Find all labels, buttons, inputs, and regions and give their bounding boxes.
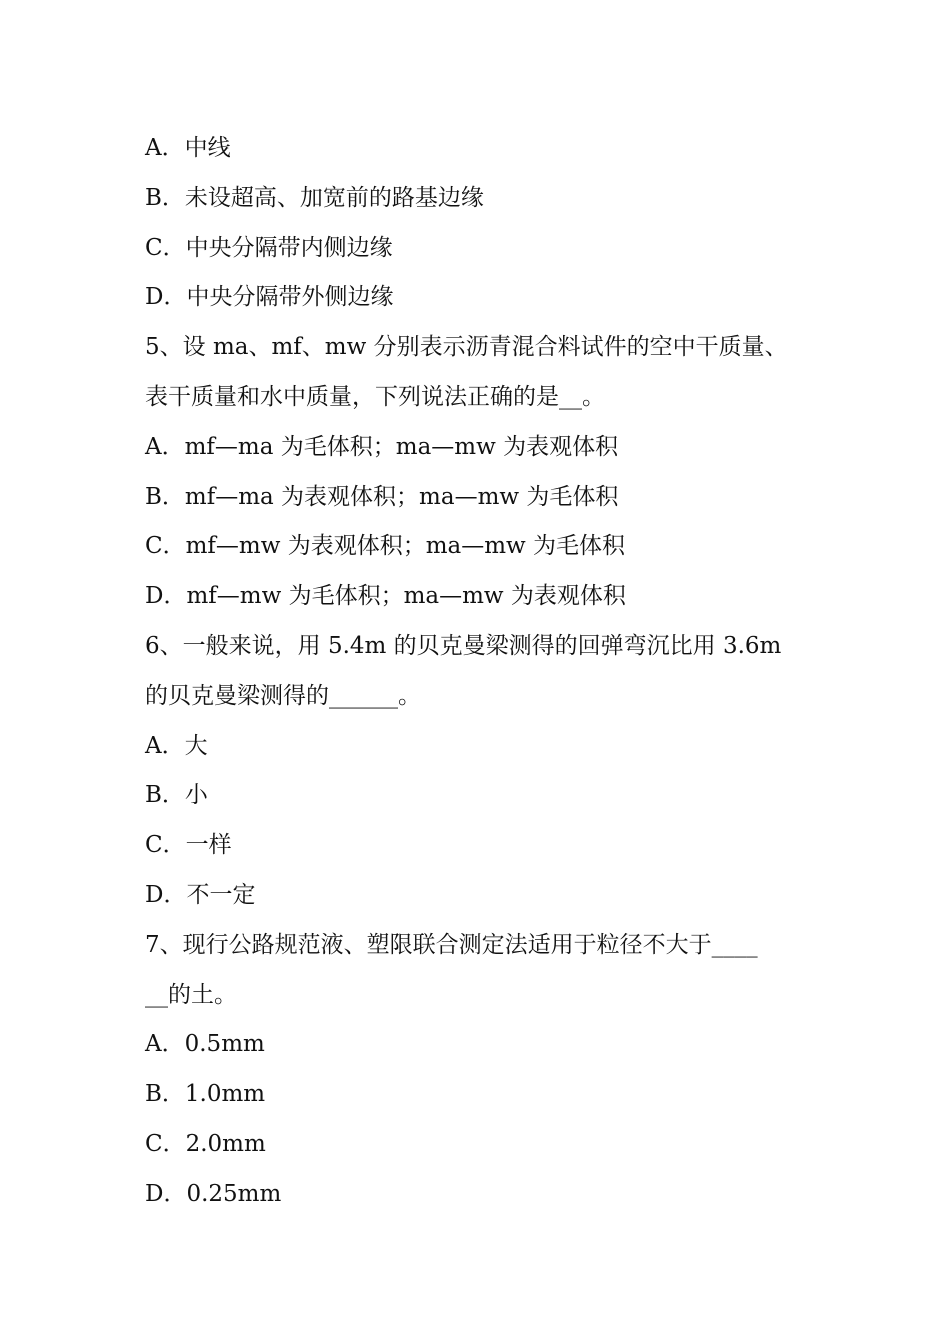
option-d-q7: D．0.25mm xyxy=(145,1180,282,1207)
option-b-q5: B．mf—ma 为表观体积；ma—mw 为毛体积 xyxy=(145,483,619,510)
option-a-q5: A．mf—ma 为毛体积；ma—mw 为表观体积 xyxy=(145,433,619,460)
option-c-q6: C．一样 xyxy=(145,832,232,859)
option-a-q4: A．中线 xyxy=(145,135,231,161)
question-5-line-1: 5、设 ma、mf、mw 分别表示沥青混合料试件的空中干质量、 xyxy=(145,334,788,361)
document-page xyxy=(145,124,825,1220)
question-7-line-2: __的土。 xyxy=(145,981,237,1008)
option-a-q7: A．0.5mm xyxy=(145,1031,265,1058)
option-d-q6: D．不一定 xyxy=(145,881,256,908)
option-d-q4: D．中央分隔带外侧边缘 xyxy=(145,284,394,311)
option-b-q7: B．1.0mm xyxy=(145,1081,266,1108)
option-c-q7: C．2.0mm xyxy=(145,1130,266,1157)
option-d-q5: D．mf—mw 为毛体积；ma—mw 为表观体积 xyxy=(145,583,626,610)
option-b-q4: B．未设超高、加宽前的路基边缘 xyxy=(145,184,484,211)
question-6-line-2: 的贝克曼梁测得的______。 xyxy=(145,682,421,709)
option-b-q6: B．小 xyxy=(145,782,208,809)
option-c-q5: C．mf—mw 为表观体积；ma—mw 为毛体积 xyxy=(145,533,626,560)
option-a-q6: A．大 xyxy=(145,732,208,759)
option-c-q4: C．中央分隔带内侧边缘 xyxy=(145,234,393,261)
question-7-line-1: 7、现行公路规范液、塑限联合测定法适用于粒径不大于____ xyxy=(145,931,758,958)
question-5-line-2: 表干质量和水中质量，下列说法正确的是__。 xyxy=(145,383,605,410)
question-6-line-1: 6、一般来说，用 5.4m 的贝克曼梁测得的回弹弯沉比用 3.6m xyxy=(145,632,782,659)
